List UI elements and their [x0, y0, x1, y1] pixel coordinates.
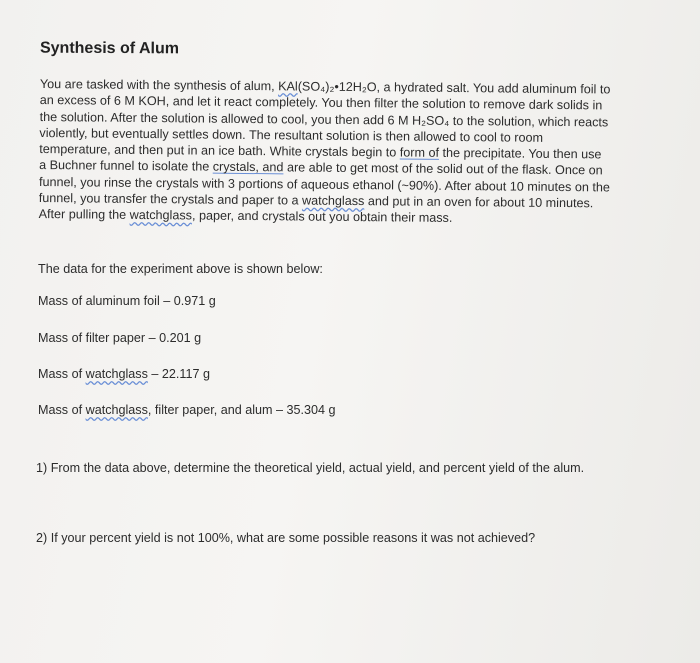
mass-text: – 22.117 g [147, 367, 210, 381]
line-text: funnel, you rinse the crystals with 3 portions of aqueous ethanol (~90%). After about 10 minutes on the [38, 174, 610, 195]
mass-text: Mass of [38, 403, 86, 417]
line-text: (SO₄)₂•12H₂O, a hydrated salt. You add aluminum foil to [297, 79, 611, 97]
line-text: the solution. After the solution is allowed to cool, you then add 6 M H₂SO₄ to the solution, which reacts [39, 109, 609, 130]
mass-filter-paper [38, 331, 201, 345]
data-intro: The data for the experiment above is shown below: [38, 262, 323, 276]
grammar-flag: form of [399, 145, 440, 161]
spellcheck-word: watchglass [301, 193, 365, 209]
line-text: are able to get most of the solid out of the flask. Once on [283, 160, 603, 178]
mass-foil [38, 294, 216, 308]
problem-paragraph [39, 76, 665, 229]
line-text: After pulling the [38, 207, 130, 223]
question-1: 1) From the data above, determine the theoretical yield, actual yield, and percent yield of the alum. [36, 461, 585, 475]
line-text: a Buchner funnel to isolate the [39, 158, 213, 175]
grammar-flag: crystals, and [212, 160, 284, 175]
spellcheck-word: watchglass [85, 403, 148, 417]
mass-text: Mass of aluminum foil – 0.971 g [38, 294, 216, 308]
question-2: 2) If your percent yield is not 100%, what are some possible reasons it was not achieved? [36, 531, 536, 545]
mass-total [38, 403, 336, 417]
line-text: , paper, and crystals out you obtain their mass. [191, 208, 453, 226]
spellcheck-word: KAl [278, 79, 298, 94]
line-text: and put in an oven for about 10 minutes. [364, 194, 594, 211]
spellcheck-word: watchglass [85, 367, 148, 381]
line-text: temperature, and then put in an ice bath. White crystals begin to [39, 142, 400, 160]
page-title: Synthesis of Alum [39, 39, 180, 58]
line-text: funnel, you transfer the crystals and paper to a [38, 191, 303, 208]
mass-watchglass [38, 367, 210, 381]
line-text: violently, but eventually settles down. The resultant solution is then allowed to cool to room [39, 125, 544, 145]
mass-text: Mass of [38, 367, 86, 381]
mass-text: , filter paper, and alum – 35.304 g [147, 403, 336, 417]
mass-text: Mass of filter paper – 0.201 g [38, 331, 202, 345]
line-text: the precipitate. You then use [438, 146, 602, 162]
line-text: an excess of 6 M KOH, and let it react completely. You then filter the solution to remove dark solids in [39, 93, 603, 113]
line-text: You are tasked with the synthesis of alum, [39, 76, 279, 94]
spellcheck-word: watchglass [129, 208, 193, 223]
